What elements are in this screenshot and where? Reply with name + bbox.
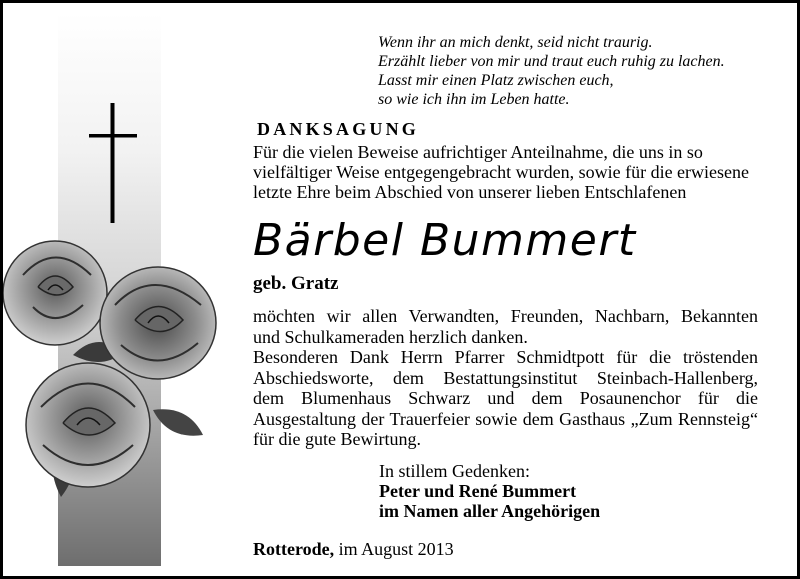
deceased-name: Bärbel Bummert (253, 215, 637, 266)
cross-icon (89, 103, 137, 223)
place-town: Rotterode, (253, 539, 335, 559)
signatories-note: im Namen aller Angehörigen (379, 501, 601, 521)
poem-line: so wie ich ihn im Leben hatte. (378, 91, 570, 108)
intro-line: Für die vielen Beweise aufrichtiger Anteilnahme, die uns in so (253, 142, 703, 162)
closing-line: In stillem Gedenken: (379, 461, 530, 481)
thanks-line: Ausgestaltung der Trauerfeier sowie dem Gasthaus „Zum Rennsteig“ (253, 408, 758, 429)
intro-line: letzte Ehre beim Abschied von unserer lieben Entschlafenen (253, 182, 687, 202)
birth-name: geb. Gratz (253, 273, 339, 294)
place-date-text: im August 2013 (338, 539, 454, 559)
closing-signature (379, 461, 600, 521)
thanks-line: Abschiedsworte, dem Bestattungsinstitut Steinbach-Hallenberg, (253, 367, 758, 388)
thanks-line: und Schulkameraden herzlich danken. (253, 326, 528, 347)
thanks-line: Besonderen Dank Herrn Pfarrer Schmidtpott für die tröstenden (253, 347, 758, 367)
thanks-line: für die gute Bewirtung. (253, 429, 421, 449)
poem-line: Wenn ihr an mich denkt, seid nicht traurig. (378, 34, 653, 51)
poem-line: Erzählt lieber von mir und traut euch ruhig zu lachen. (378, 53, 725, 70)
place-date (253, 539, 454, 560)
thanks-text (253, 306, 758, 450)
signatories: Peter und René Bummert (379, 481, 577, 501)
roses-image (3, 235, 223, 505)
thanks-line: möchten wir allen Verwandten, Freunden, Nachbarn, Bekannten (253, 306, 758, 326)
poem (378, 33, 778, 109)
intro-line: vielfältiger Weise entgegengebracht wurden, sowie für die erwiesene (253, 162, 750, 182)
poem-line: Lasst mir einen Platz zwischen euch, (378, 72, 614, 89)
heading-danksagung: DANKSAGUNG (257, 119, 420, 139)
intro-text (253, 142, 758, 202)
thanks-line: dem Blumenhaus Schwarz und dem Posaunenchor für die (253, 388, 758, 408)
